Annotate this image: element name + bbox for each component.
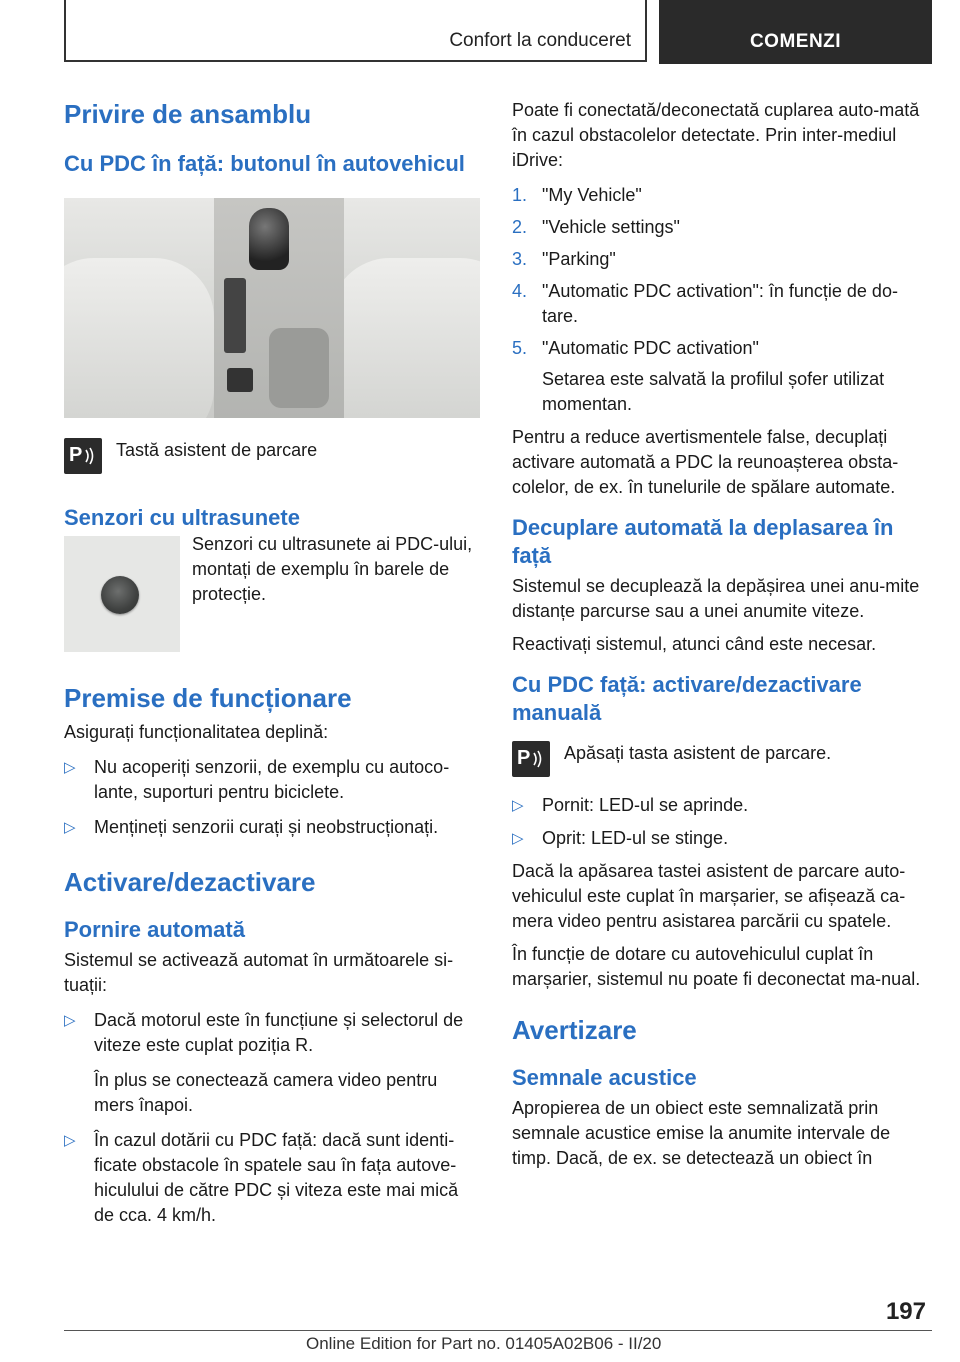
sensor-block [64, 536, 480, 652]
heading-sensors: Senzori cu ultrasunete [64, 505, 300, 530]
gear-selector [249, 208, 289, 270]
list-item [64, 1008, 480, 1118]
list-item [64, 1128, 480, 1228]
parking-assist-icon: P [512, 741, 550, 777]
heading-front-button: Cu PDC în față: butonul în autovehicul [64, 151, 465, 176]
premise-text: Asigurați funcționalitatea deplină: [64, 722, 329, 742]
list-item [64, 815, 480, 840]
press-instruction [512, 741, 924, 777]
step-text: "Vehicle settings" [542, 217, 680, 237]
button-label: Tastă asistent de parcare [116, 440, 318, 460]
console-switches [224, 278, 246, 353]
left-column [64, 98, 480, 1228]
ultrasonic-sensor-image [64, 536, 180, 652]
heading-auto-start: Pornire automată [64, 917, 245, 942]
bullet-triangle-icon: ▷ [64, 819, 76, 836]
decouple-text: Sistemul se decuplează la depășirea unei anu-mite distanțe parcurse sau a unei anumite viteze. [512, 576, 920, 621]
page-number: 197 [885, 1298, 926, 1325]
idrive-controller [269, 328, 329, 408]
list-item [512, 183, 924, 208]
press-text: Apăsați tasta asistent de parcare. [564, 743, 832, 763]
step-text: "Automatic PDC activation" [542, 338, 759, 358]
heading-activate: Activare/dezactivare [64, 867, 316, 897]
bullet-triangle-icon: ▷ [64, 759, 76, 776]
footer-divider [64, 1330, 932, 1331]
heading-premise: Premise de funcționare [64, 683, 352, 713]
false-warning-text: Pentru a reduce avertismentele false, decuplați activare automată a PDC la reunoașterea obsta-colelor, de ex. în tunelurile de spălare automate. [512, 427, 899, 497]
intro-text: Poate fi conectată/deconectată cuplarea auto-mată în cazul obstacolelor detectate. Prin inter-mediul iDrive: [512, 100, 920, 170]
chapter-tab: COMENZI [659, 0, 932, 64]
step-number: 4. [512, 281, 528, 301]
console-photo [64, 198, 480, 418]
list-item [512, 826, 924, 851]
edition-note: Online Edition for Part no. 01405A02B06 - II/20 [306, 1334, 662, 1353]
list-item-text: În cazul dotării cu PDC față: dacă sunt identi-ficate obstacole în spatele sau în fața autove-hiculului de către PDC și viteza este mai mică de cca. 4 km/h. [94, 1130, 459, 1225]
button-legend [64, 438, 480, 474]
acoustic-text: Apropierea de un obiect este semnalizată prin semnale acustice emise la anumite intervale de timp. Dacă, de ex. se detectează un obiect în [512, 1098, 891, 1168]
step-number: 3. [512, 249, 528, 269]
list-item-text: Mențineți senzorii curați și neobstrucționați. [94, 817, 439, 837]
step-number: 5. [512, 338, 528, 358]
bullet-triangle-icon: ▷ [64, 1132, 76, 1149]
reverse-text: Dacă la apăsarea tastei asistent de parcare auto-vehiculul este cuplat în marșarier, se afișează ca-mera video pentru asistarea parcării cu spatele. [512, 861, 906, 931]
section-title: Confort la conduceret [449, 30, 631, 51]
list-item [64, 755, 480, 805]
list-item [512, 336, 924, 417]
bullet-triangle-icon: ▷ [512, 830, 524, 847]
right-column [512, 98, 924, 1171]
step-number: 1. [512, 185, 528, 205]
heading-warning: Avertizare [512, 1015, 637, 1045]
bullet-triangle-icon: ▷ [64, 1012, 76, 1029]
page-header [64, 0, 932, 64]
step-text: "Automatic PDC activation": în funcție de do-tare. [542, 281, 898, 326]
list-item [512, 279, 924, 329]
sensor-description: Senzori cu ultrasunete ai PDC-ului, montați de exemplu în barele de protecție. [192, 534, 473, 604]
step-text: "My Vehicle" [542, 185, 642, 205]
list-item-text: Nu acoperiți senzorii, de exemplu cu autoco-lante, suporturi pentru biciclete. [94, 757, 450, 802]
heading-decouple: Decuplare automată la deplasarea în față [512, 515, 894, 568]
parking-assist-button [227, 368, 253, 392]
step-number: 2. [512, 217, 528, 237]
steps-list [512, 183, 924, 417]
seat-right [330, 258, 480, 418]
list-item-text: Dacă motorul este în funcțiune și selectorul de viteze este cuplat poziția R. [94, 1010, 464, 1055]
heading-manual: Cu PDC față: activare/dezactivare manuală [512, 672, 862, 725]
list-item-subtext: În plus se conectează camera video pentru mers înapoi. [94, 1070, 438, 1115]
bullet-triangle-icon: ▷ [512, 797, 524, 814]
equipment-text: În funcție de dotare cu autovehiculul cuplat în marșarier, sistemul nu poate fi deconectat ma-nual. [512, 944, 921, 989]
header-frame [64, 0, 647, 62]
list-item [512, 247, 924, 272]
step-text: "Parking" [542, 249, 616, 269]
list-item [512, 215, 924, 240]
seat-left [64, 258, 214, 418]
auto-text: Sistemul se activează automat în următoarele si-tuații: [64, 950, 454, 995]
reactivate-text: Reactivați sistemul, atunci când este necesar. [512, 634, 877, 654]
list-item [512, 793, 924, 818]
heading-overview: Privire de ansamblu [64, 99, 312, 129]
step-subtext: Setarea este salvată la profilul șofer utilizat momentan. [542, 369, 885, 414]
heading-acoustic: Semnale acustice [512, 1065, 697, 1090]
parking-assist-icon: P [64, 438, 102, 474]
list-item-text: Oprit: LED-ul se stinge. [542, 828, 729, 848]
list-item-text: Pornit: LED-ul se aprinde. [542, 795, 749, 815]
